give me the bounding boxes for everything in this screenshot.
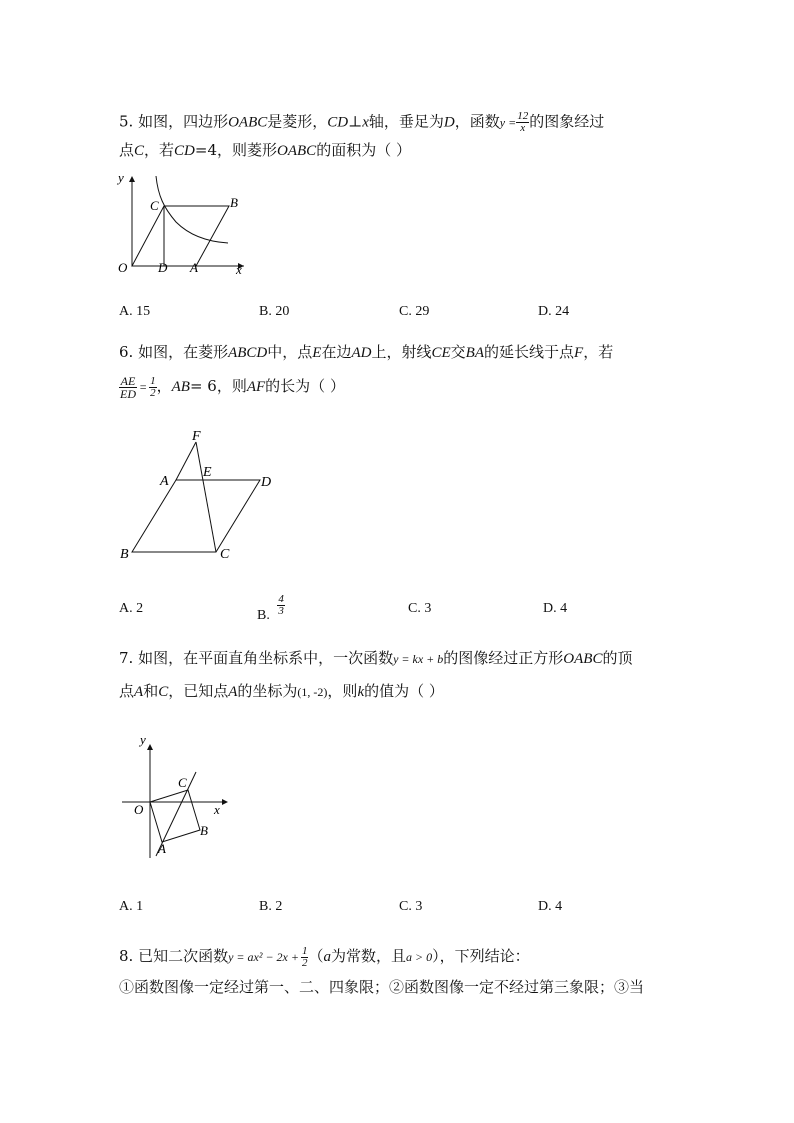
q5-text: 的图象经过 [529,112,605,131]
q6-text: ， [156,377,172,395]
q7-label-o: O [134,802,144,817]
q7-text-line1 [119,648,632,669]
q8-text: ），下列结论： [432,947,530,965]
q5-var-c: C [134,143,145,159]
q5-label-b: B [230,195,238,210]
q7-option-c[interactable]: C. 3 [399,899,423,914]
q5-label-d: D [158,260,168,275]
q5-option-c[interactable]: C. 29 [399,304,430,319]
q6-label-a: A [160,474,169,489]
q6-rhombus [132,480,260,552]
q6-ba-extension [176,442,196,480]
q6-ratio-numerator: AE [120,373,136,388]
q6-option-b[interactable] [257,594,285,624]
q7-y-arrow [147,744,153,750]
q5-text: ，若 [144,141,175,159]
q5-option-a[interactable]: A. 15 [119,304,151,319]
q5-text: =4，则菱形 [194,141,278,159]
q6-label-d: D [261,475,272,490]
q5-label-a: A [190,260,198,275]
q6-var-abcd: ABCD [228,345,268,361]
q5-rhombus [132,206,229,266]
q7-text: 的顶 [602,649,633,667]
q6-text-line2 [119,372,345,400]
q7-text-line2 [119,681,444,702]
q6-ratio-denominator: ED [120,386,136,401]
q5-func-numerator: 12 [517,110,529,122]
q6-var-af: AF [246,379,266,395]
q7-var-c: C [158,684,169,700]
q6-option-b-denominator: 3 [278,605,284,617]
q6-text: 交 [450,343,466,361]
q6-var-ab: AB [171,379,190,395]
q6-option-a[interactable]: A. 2 [119,601,144,616]
q5-figure [112,168,252,278]
q6-text: 6. 如图，在菱形 [119,343,229,361]
q5-option-b[interactable]: B. 20 [259,304,290,319]
q6-label-e: E [203,465,212,480]
q5-func-y: y = [499,115,517,130]
q6-half-denominator: 2 [150,386,156,399]
q6-var-ba: BA [465,345,484,361]
q7-text: 点 [119,682,135,700]
q5-label-y: y [118,170,124,185]
q6-text: 在边 [321,343,352,361]
q7-text: 和 [143,682,159,700]
q5-text: 是菱形， [267,112,328,131]
q7-label-a: A [158,841,166,856]
q8-text: （ [308,947,324,965]
q7-var-a: A [134,684,144,700]
q5-label-o: O [118,260,128,275]
q5-option-d[interactable]: D. 24 [538,304,570,319]
q6-text: 中，点 [267,343,313,361]
q5-var-cd: CD [174,143,195,159]
q6-var-ad: AD [351,345,372,361]
q7-text: 的图像经过正方形 [443,649,564,667]
q6-option-c[interactable]: C. 3 [408,601,432,616]
q5-var-oabc: OABC [277,143,317,159]
q6-option-b-label: B. [257,608,270,623]
q7-label-b: B [200,823,208,838]
q5-perp-symbol: ⊥ [348,112,363,131]
q6-equals: = [139,380,148,394]
q7-coordinate: (1, -2) [297,685,328,699]
q6-option-b-fraction [277,594,285,617]
q8-condition: a > 0 [406,950,433,964]
q6-text: = 6，则 [189,377,247,395]
q6-text: 上，射线 [371,343,432,361]
q6-var-f: F [574,345,584,361]
q7-option-a[interactable]: A. 1 [119,899,144,914]
q7-var-oabc: OABC [563,651,603,667]
q7-func: y = kx + b [393,652,444,666]
q6-half-fraction [149,376,157,399]
q7-label-y: y [140,734,146,747]
q5-var-d: D [443,114,455,131]
q8-func: y = ax² − 2x + [228,950,299,964]
q7-text: 的值为（ ） [364,682,444,700]
q7-label-c: C [178,775,187,790]
q6-figure [112,424,282,564]
q5-label-x: x [236,262,242,277]
q7-option-b[interactable]: B. 2 [259,899,283,914]
q6-ratio-fraction [119,375,137,400]
q6-label-f: F [192,429,201,444]
q7-label-x: x [214,802,220,817]
q5-text: 5. 如图，四边形 [119,112,229,131]
q7-text: 的坐标为 [237,682,298,700]
q5-var-oabc: OABC [228,114,268,131]
q5-text-line1 [119,111,604,134]
q6-half-numerator: 1 [150,374,156,387]
q7-var-k: k [357,684,365,700]
q6-var-e: E [312,345,322,361]
q8-text-line2: ①函数图像一定经过第一、二、四象限；②函数图像一定不经过第三象限；③当 [119,978,645,996]
q7-var-a: A [228,684,238,700]
q5-var-cd: CD [327,114,349,131]
q5-var-x: x [362,114,369,131]
q5-text: 的面积为（ ） [316,141,411,159]
q7-text: ，则 [327,682,358,700]
q8-text-line1 [119,943,530,969]
q8-text: 为常数，且 [330,947,406,965]
q5-label-c: C [150,198,159,213]
q6-text: ，若 [583,343,614,361]
q5-y-arrow [129,176,135,182]
q6-option-d[interactable]: D. 4 [543,601,568,616]
q6-label-c: C [220,547,230,562]
q8-half-numerator: 1 [301,944,308,957]
q6-text-line1 [119,342,613,363]
q6-var-ce: CE [431,345,451,361]
q5-text-line2 [119,140,411,161]
q8-text: 8. 已知二次函数 [119,947,229,965]
q7-text: 7. 如图，在平面直角坐标系中，一次函数 [119,649,394,667]
q6-text: 的延长线于点 [484,343,575,361]
q8-var-a: a [323,949,331,965]
q7-x-arrow [222,799,228,805]
q8-half-denominator: 2 [301,956,308,969]
q5-func-fraction [516,111,529,134]
q6-label-b: B [120,547,129,562]
q6-ray-cf [196,442,216,552]
q6-option-b-numerator: 4 [278,593,284,605]
q7-figure [118,734,238,864]
q6-text: 的长为（ ） [265,377,345,395]
q5-func-denominator: x [520,122,526,134]
q5-text: ，函数 [454,112,500,131]
q5-hyperbola [156,176,228,243]
q7-text: ，已知点 [168,682,229,700]
q7-option-d[interactable]: D. 4 [538,899,563,914]
q5-text: 点 [119,141,135,159]
q5-text: 轴，垂足为 [368,112,444,131]
